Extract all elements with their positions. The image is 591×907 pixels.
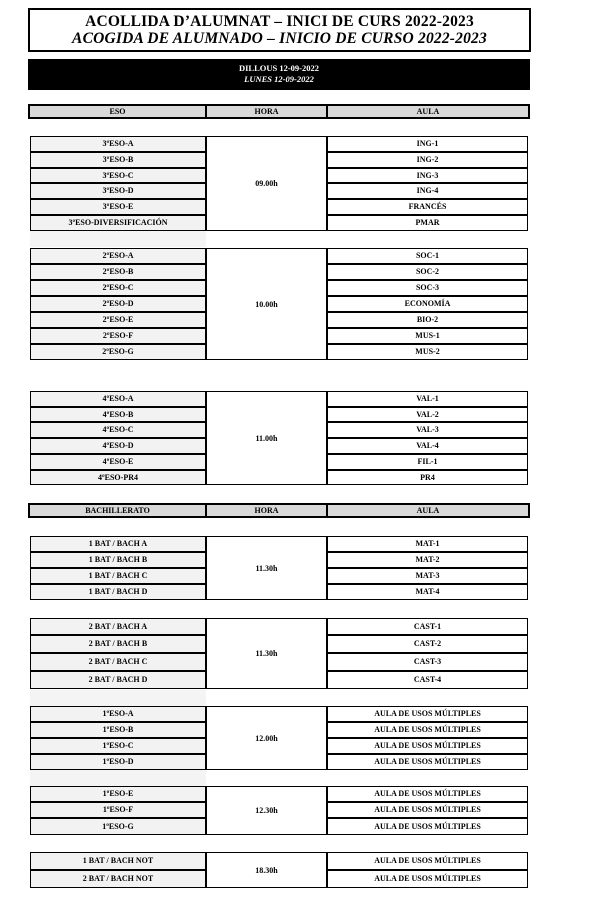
group-cell: 3ºESO-C: [30, 168, 206, 183]
aula-cell: AULA DE USOS MÚLTIPLES: [327, 870, 528, 888]
aula-cell: AULA DE USOS MÚLTIPLES: [327, 738, 528, 754]
aula-cell: VAL-3: [327, 422, 528, 438]
group-cell: 4ºESO-E: [30, 454, 206, 470]
title-catalan: ACOLLIDA D’ALUMNAT – INICI DE CURS 2022-2023: [85, 13, 474, 30]
group-cell: 4ºESO-B: [30, 407, 206, 422]
aula-cell: VAL-1: [327, 391, 528, 407]
eso-header-col1: ESO: [28, 104, 207, 119]
group-cell: 2ºESO-F: [30, 328, 206, 344]
aula-cell: BIO-2: [327, 312, 528, 328]
group-cell: 3ºESO-A: [30, 136, 206, 152]
aula-cell: SOC-2: [327, 264, 528, 280]
aula-cell: FIL-1: [327, 454, 528, 470]
document-title: [28, 8, 531, 52]
group-cell: 2ºESO-D: [30, 296, 206, 312]
group-cell: 1ºESO-C: [30, 738, 206, 754]
aula-cell: SOC-1: [327, 248, 528, 264]
group-cell: 3ºESO-D: [30, 183, 206, 199]
group-cell: 1ºESO-D: [30, 754, 206, 770]
aula-cell: ING-2: [327, 152, 528, 168]
date-catalan: DILLOUS 12-09-2022: [238, 63, 320, 73]
group-cell: 3ºESO-DIVERSIFICACIÓN: [30, 215, 206, 231]
aula-cell: AULA DE USOS MÚLTIPLES: [327, 706, 528, 722]
date-spanish: LUNES 12-09-2022: [244, 74, 314, 84]
group-cell: 1ºESO-B: [30, 722, 206, 738]
eso-header-col3: AULA: [326, 104, 530, 119]
aula-cell: CAST-2: [327, 635, 528, 653]
group-cell: 2 BAT / BACH C: [30, 653, 206, 671]
aula-cell: CAST-4: [327, 671, 528, 689]
aula-cell: MUS-1: [327, 328, 528, 344]
bach-header-col3: AULA: [326, 503, 530, 518]
aula-cell: MAT-3: [327, 568, 528, 584]
title-spanish: ACOGIDA DE ALUMNADO – INICIO DE CURSO 2022-2023: [72, 30, 487, 47]
bach-header-col1: BACHILLERATO: [28, 503, 207, 518]
aula-cell: AULA DE USOS MÚLTIPLES: [327, 722, 528, 738]
group-cell: 2 BAT / BACH NOT: [30, 870, 206, 888]
group-cell: 2ºESO-C: [30, 280, 206, 296]
aula-cell: ING-4: [327, 183, 528, 199]
group-cell: 1ºESO-A: [30, 706, 206, 722]
eso-header-col2: HORA: [205, 104, 328, 119]
aula-cell: CAST-1: [327, 618, 528, 635]
group-cell: 4ºESO-D: [30, 438, 206, 454]
group-cell: 2ºESO-G: [30, 344, 206, 360]
aula-cell: ECONOMÍA: [327, 296, 528, 312]
group-cell: 2ºESO-E: [30, 312, 206, 328]
group-cell: 1 BAT / BACH C: [30, 568, 206, 584]
hora-cell: 12.30h: [206, 786, 327, 835]
aula-cell: MAT-1: [327, 536, 528, 552]
aula-cell: AULA DE USOS MÚLTIPLES: [327, 852, 528, 870]
row-gap: [30, 231, 206, 247]
group-cell: 4ºESO-C: [30, 422, 206, 438]
group-cell: 1 BAT / BACH D: [30, 584, 206, 600]
hora-cell: 10.00h: [206, 248, 327, 360]
bach-header-col2: HORA: [205, 503, 328, 518]
aula-cell: PR4: [327, 470, 528, 485]
date-banner: [28, 59, 530, 90]
aula-cell: MAT-2: [327, 552, 528, 568]
aula-cell: MAT-4: [327, 584, 528, 600]
aula-cell: AULA DE USOS MÚLTIPLES: [327, 754, 528, 770]
group-cell: 2ºESO-A: [30, 248, 206, 264]
hora-cell: 11.30h: [206, 536, 327, 600]
aula-cell: ING-3: [327, 168, 528, 183]
aula-cell: SOC-3: [327, 280, 528, 296]
group-cell: 4ºESO-A: [30, 391, 206, 407]
group-cell: 1ºESO-F: [30, 802, 206, 818]
group-cell: 3ºESO-B: [30, 152, 206, 168]
group-cell: 4ºESO-PR4: [30, 470, 206, 485]
group-cell: 2 BAT / BACH D: [30, 671, 206, 689]
aula-cell: AULA DE USOS MÚLTIPLES: [327, 802, 528, 818]
group-cell: 1ºESO-E: [30, 786, 206, 802]
group-cell: 3ºESO-E: [30, 199, 206, 215]
group-cell: 1ºESO-G: [30, 818, 206, 835]
row-gap: [30, 690, 206, 706]
aula-cell: ING-1: [327, 136, 528, 152]
aula-cell: VAL-4: [327, 438, 528, 454]
aula-cell: PMAR: [327, 215, 528, 231]
row-gap: [30, 770, 206, 786]
aula-cell: VAL-2: [327, 407, 528, 422]
group-cell: 1 BAT / BACH NOT: [30, 852, 206, 870]
aula-cell: MUS-2: [327, 344, 528, 360]
group-cell: 2 BAT / BACH B: [30, 635, 206, 653]
aula-cell: AULA DE USOS MÚLTIPLES: [327, 818, 528, 835]
hora-cell: 11.30h: [206, 618, 327, 689]
group-cell: 2ºESO-B: [30, 264, 206, 280]
hora-cell: 11.00h: [206, 391, 327, 485]
group-cell: 1 BAT / BACH B: [30, 552, 206, 568]
hora-cell: 09.00h: [206, 136, 327, 231]
group-cell: 1 BAT / BACH A: [30, 536, 206, 552]
hora-cell: 18.30h: [206, 852, 327, 888]
hora-cell: 12.00h: [206, 706, 327, 770]
group-cell: 2 BAT / BACH A: [30, 618, 206, 635]
aula-cell: FRANCÉS: [327, 199, 528, 215]
aula-cell: CAST-3: [327, 653, 528, 671]
aula-cell: AULA DE USOS MÚLTIPLES: [327, 786, 528, 802]
